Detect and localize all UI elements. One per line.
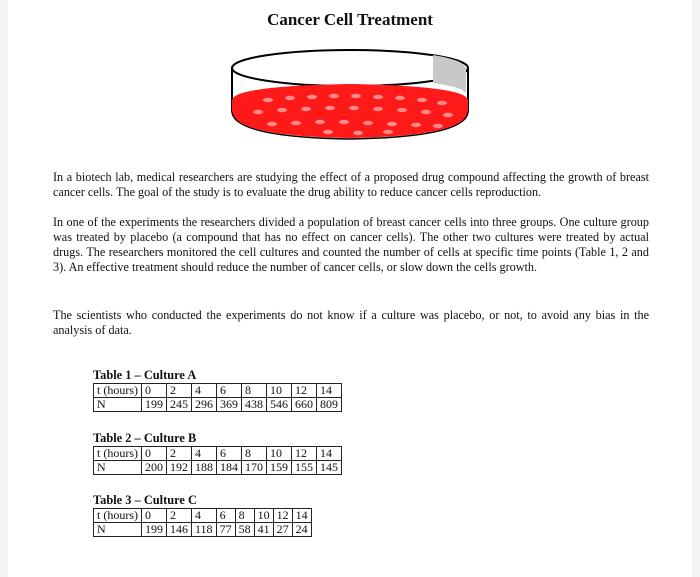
table-cell: 0 (142, 384, 167, 398)
table-cell: 546 (267, 398, 292, 412)
table-cell: 24 (292, 523, 311, 537)
table-cell: 245 (167, 398, 192, 412)
table-cell: 369 (217, 398, 242, 412)
table-cell: 146 (167, 523, 192, 537)
table-cell: 4 (192, 384, 217, 398)
table-cell: 8 (242, 384, 267, 398)
table-1-culture-a (93, 368, 342, 412)
table-row (94, 461, 342, 475)
table-cell: 155 (292, 461, 317, 475)
table-cell: 296 (192, 398, 217, 412)
table-cell: 438 (242, 398, 267, 412)
table-caption: Table 3 – Culture C (93, 493, 197, 507)
table-2-culture-b (93, 431, 342, 475)
table-cell: 6 (216, 509, 235, 523)
table-cell: 4 (192, 509, 217, 523)
table-row (94, 509, 312, 523)
table-caption: Table 1 – Culture A (93, 368, 197, 382)
table-cell: 199 (142, 398, 167, 412)
table-cell: 12 (292, 384, 317, 398)
petri-dish-icon (228, 40, 472, 155)
page-title: Cancer Cell Treatment (267, 10, 433, 29)
row-label: t (hours) (94, 509, 142, 523)
table-cell: 27 (273, 523, 292, 537)
table-cell: 118 (192, 523, 217, 537)
row-label: N (94, 398, 142, 412)
experiment-paragraph: In one of the experiments the researchers divided a population of breast cancer cells into three groups. One culture group was treated by placebo (a compound that has no effect on cancer cells). The other two cultures were treated by actual drugs. The researchers monitored the cell cultures and counted the number of cells at specific time points (Table 1, 2 and 3). An effective treatment should reduce the number of cancer cells, or slow down the cells growth. (53, 215, 649, 274)
table-3-culture-c (93, 493, 312, 537)
table-cell: 14 (292, 509, 311, 523)
table-cell: 809 (317, 398, 342, 412)
table-cell: 6 (217, 384, 242, 398)
table-cell: 0 (142, 509, 167, 523)
bias-paragraph: The scientists who conducted the experiments do not know if a culture was placebo, or not, to avoid any bias in the analysis of data. (53, 308, 649, 337)
table-cell: 12 (273, 509, 292, 523)
table-cell: 2 (167, 509, 192, 523)
table-cell: 660 (292, 398, 317, 412)
table-cell: 159 (267, 461, 292, 475)
table-cell: 6 (217, 447, 242, 461)
data-table (93, 383, 342, 412)
table-cell: 2 (167, 447, 192, 461)
data-table (93, 508, 312, 537)
table-caption: Table 2 – Culture B (93, 431, 197, 445)
table-cell: 10 (254, 509, 273, 523)
table-cell: 184 (217, 461, 242, 475)
table-cell: 192 (167, 461, 192, 475)
intro-paragraph: In a biotech lab, medical researchers are studying the effect of a proposed drug compound affecting the growth of breast cancer cells. The goal of the study is to evaluate the drug ability to reduce cancer cells reproduction. (53, 170, 649, 199)
table-row (94, 398, 342, 412)
table-cell: 10 (267, 447, 292, 461)
table-cell: 170 (242, 461, 267, 475)
table-cell: 188 (192, 461, 217, 475)
table-cell: 14 (317, 447, 342, 461)
data-table (93, 446, 342, 475)
table-cell: 41 (254, 523, 273, 537)
table-cell: 77 (216, 523, 235, 537)
table-row (94, 447, 342, 461)
table-cell: 8 (235, 509, 254, 523)
table-cell: 14 (317, 384, 342, 398)
table-cell: 145 (317, 461, 342, 475)
table-row (94, 384, 342, 398)
table-cell: 8 (242, 447, 267, 461)
table-cell: 10 (267, 384, 292, 398)
row-label: N (94, 461, 142, 475)
table-cell: 2 (167, 384, 192, 398)
table-cell: 58 (235, 523, 254, 537)
row-label: N (94, 523, 142, 537)
row-label: t (hours) (94, 384, 142, 398)
table-cell: 12 (292, 447, 317, 461)
table-cell: 0 (142, 447, 167, 461)
table-cell: 200 (142, 461, 167, 475)
table-cell: 4 (192, 447, 217, 461)
table-cell: 199 (142, 523, 167, 537)
table-row (94, 523, 312, 537)
row-label: t (hours) (94, 447, 142, 461)
